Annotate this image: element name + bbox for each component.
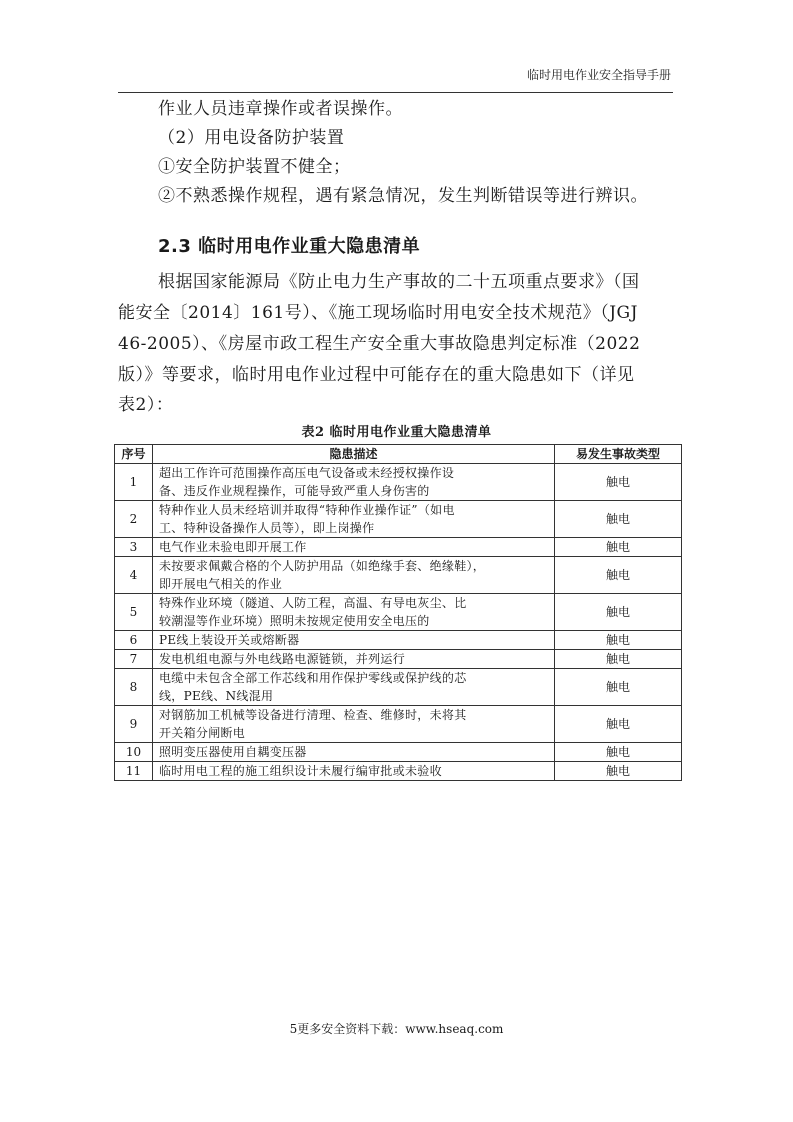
footer-text: 5更多安全资料下载：www.hseaq.com [289, 1022, 504, 1036]
row-description [153, 594, 555, 631]
row-accident-type: 触电 [555, 650, 682, 669]
table-row [115, 557, 682, 594]
description-line: 特殊作业环境（隧道、人防工程，高温、有导电灰尘、比 [159, 596, 467, 610]
row-number: 8 [115, 669, 153, 706]
description-line: 工、特种设备操作人员等），即上岗操作 [159, 521, 375, 535]
row-accident-type: 触电 [555, 501, 682, 538]
row-number: 10 [115, 743, 153, 762]
row-accident-type: 触电 [555, 557, 682, 594]
description-line: 未按要求佩戴合格的个人防护用品（如绝缘手套、绝缘鞋）， [159, 559, 486, 573]
description-line: 电缆中未包含全部工作芯线和用作保护零线或保护线的芯 [159, 671, 467, 685]
row-accident-type: 触电 [555, 706, 682, 743]
row-number: 7 [115, 650, 153, 669]
intro-line: 根据国家能源局《防止电力生产事故的二十五项重点要求》（国 [158, 272, 640, 292]
description-line: 照明变压器使用自耦变压器 [159, 745, 307, 759]
row-accident-type: 触电 [555, 631, 682, 650]
table-row [115, 501, 682, 538]
row-accident-type: 触电 [555, 762, 682, 781]
description-line: 即开展电气相关的作业 [159, 577, 283, 591]
body-line: （2）用电设备防护装置 [158, 128, 345, 148]
description-line: 发电机组电源与外电线路电源链锁，并列运行 [159, 652, 406, 666]
row-number: 2 [115, 501, 153, 538]
table-row [115, 669, 682, 706]
table-row [115, 762, 682, 781]
description-line: 特种作业人员未经培训并取得“特种作业操作证”（如电 [159, 503, 455, 517]
row-number: 5 [115, 594, 153, 631]
row-accident-type: 触电 [555, 669, 682, 706]
description-line: 超出工作许可范围操作高压电气设备或未经授权操作设 [159, 466, 455, 480]
row-description [153, 631, 555, 650]
body-line: 作业人员违章操作或者误操作。 [158, 99, 403, 119]
row-description [153, 464, 555, 501]
table-row [115, 464, 682, 501]
row-number: 1 [115, 464, 153, 501]
description-line: 线，PE线、N线混用 [159, 689, 274, 703]
description-line: 开关箱分闸断电 [159, 726, 246, 740]
description-line: 电气作业未验电即开展工作 [159, 540, 307, 554]
body-line: ②不熟悉操作规程，遇有紧急情况，发生判断错误等进行辨识。 [158, 186, 648, 206]
row-description [153, 706, 555, 743]
row-description [153, 557, 555, 594]
row-accident-type: 触电 [555, 743, 682, 762]
header-title: 临时用电作业安全指导手册 [526, 68, 671, 82]
row-description [153, 762, 555, 781]
row-number: 11 [115, 762, 153, 781]
row-accident-type: 触电 [555, 538, 682, 557]
row-description [153, 501, 555, 538]
body-line: ①安全防护装置不健全； [158, 157, 351, 177]
row-number: 3 [115, 538, 153, 557]
row-number: 4 [115, 557, 153, 594]
section-heading: 2.3 临时用电作业重大隐患清单 [158, 236, 421, 257]
hazard-table [114, 444, 682, 781]
table-row [115, 650, 682, 669]
table-row [115, 631, 682, 650]
row-description [153, 743, 555, 762]
header-desc: 隐患描述 [153, 445, 555, 464]
row-accident-type: 触电 [555, 464, 682, 501]
intro-line: 46-2005）、《房屋市政工程生产安全重大事故隐患判定标准（2022 [118, 334, 641, 354]
row-number: 9 [115, 706, 153, 743]
table-caption: 表2 临时用电作业重大隐患清单 [301, 425, 492, 440]
table-row [115, 706, 682, 743]
header-divider [118, 92, 673, 93]
intro-line: 版）》等要求，临时用电作业过程中可能存在的重大隐患如下（详见 [118, 365, 635, 385]
row-accident-type: 触电 [555, 594, 682, 631]
header-type: 易发生事故类型 [555, 445, 682, 464]
description-line: PE线上装设开关或熔断器 [159, 633, 300, 647]
description-line: 临时用电工程的施工组织设计未履行编审批或未验收 [159, 764, 442, 778]
table-row [115, 538, 682, 557]
row-description [153, 538, 555, 557]
description-line: 备、违反作业规程操作，可能导致严重人身伤害的 [159, 484, 430, 498]
table-header-row [115, 445, 682, 464]
description-line: 对钢筋加工机械等设备进行清理、检查、维修时，未将其 [159, 708, 467, 722]
intro-line: 表2）： [118, 395, 174, 415]
row-number: 6 [115, 631, 153, 650]
description-line: 较潮湿等作业环境）照明未按规定使用安全电压的 [159, 614, 430, 628]
intro-line: 能安全〔2014〕161号）、《施工现场临时用电安全技术规范》（JGJ [118, 303, 638, 323]
header-num: 序号 [115, 445, 153, 464]
table-row [115, 594, 682, 631]
row-description [153, 669, 555, 706]
table-row [115, 743, 682, 762]
row-description [153, 650, 555, 669]
